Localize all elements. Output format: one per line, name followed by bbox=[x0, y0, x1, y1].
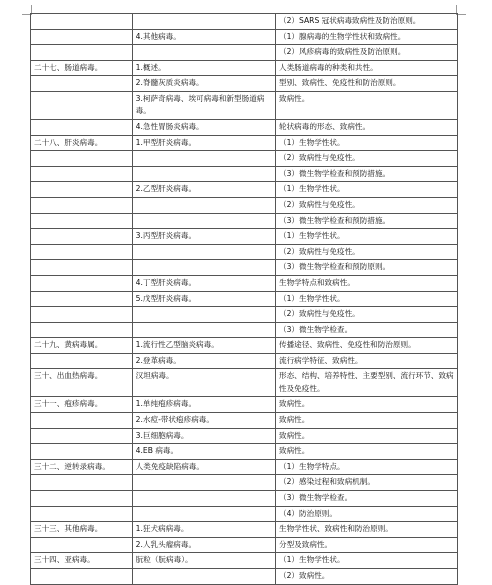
chapter-cell bbox=[31, 537, 133, 553]
table-row bbox=[31, 428, 458, 444]
requirement-cell: 轮状病毒的形态、致病性。 bbox=[276, 119, 458, 135]
requirement-cell: 传播途径、致病性、免疫性和防治原则。 bbox=[276, 338, 458, 354]
requirement-cell: 致病性。 bbox=[276, 413, 458, 429]
chapter-cell bbox=[31, 76, 133, 92]
unit-cell bbox=[132, 260, 275, 276]
chapter-cell bbox=[31, 428, 133, 444]
chapter-cell bbox=[31, 244, 133, 260]
unit-cell: 1.甲型肝炎病毒。 bbox=[132, 135, 275, 151]
chapter-cell bbox=[31, 182, 133, 198]
unit-cell bbox=[132, 45, 275, 61]
table-row bbox=[31, 307, 458, 323]
requirement-cell: （1）生物学性状。 bbox=[276, 229, 458, 245]
chapter-cell: 三十一、疱疹病毒。 bbox=[31, 397, 133, 413]
requirement-cell: 形态、结构、培养特性、主要型别、流行环节、致病性及免疫性。 bbox=[276, 369, 458, 397]
table-row bbox=[31, 444, 458, 460]
unit-cell: 4.其他病毒。 bbox=[132, 29, 275, 45]
table-row bbox=[31, 213, 458, 229]
chapter-cell: 二十七、肠道病毒。 bbox=[31, 60, 133, 76]
unit-cell bbox=[132, 506, 275, 522]
chapter-cell: 三十三、其他病毒。 bbox=[31, 522, 133, 538]
requirement-cell: （1）生物学特点。 bbox=[276, 459, 458, 475]
chapter-cell: 三十二、逆转录病毒。 bbox=[31, 459, 133, 475]
chapter-cell bbox=[31, 29, 133, 45]
unit-cell: 2.脊髓灰质炎病毒。 bbox=[132, 76, 275, 92]
requirement-cell: 型别、致病性、免疫性和防治原则。 bbox=[276, 76, 458, 92]
table-row bbox=[31, 506, 458, 522]
chapter-cell bbox=[31, 475, 133, 491]
requirement-cell: 生物学性状、致病性和防治原则。 bbox=[276, 522, 458, 538]
requirement-cell: （2）风疹病毒的致病性及防治原则。 bbox=[276, 45, 458, 61]
table-row bbox=[31, 275, 458, 291]
chapter-cell bbox=[31, 275, 133, 291]
requirement-cell: （3）微生物学检查。 bbox=[276, 491, 458, 507]
requirement-cell: 致病性。 bbox=[276, 444, 458, 460]
unit-cell: 2.人乳头瘤病毒。 bbox=[132, 537, 275, 553]
requirement-cell: 分型及致病性。 bbox=[276, 537, 458, 553]
chapter-cell bbox=[31, 197, 133, 213]
table-row bbox=[31, 322, 458, 338]
chapter-cell bbox=[31, 322, 133, 338]
requirement-cell: （2）致病性与免疫性。 bbox=[276, 197, 458, 213]
chapter-cell bbox=[31, 353, 133, 369]
chapter-cell bbox=[31, 506, 133, 522]
table-row bbox=[31, 413, 458, 429]
table-row bbox=[31, 166, 458, 182]
table-row bbox=[31, 229, 458, 245]
requirement-cell: （1）生物学性状。 bbox=[276, 291, 458, 307]
chapter-cell bbox=[31, 14, 133, 30]
chapter-cell bbox=[31, 444, 133, 460]
unit-cell bbox=[132, 307, 275, 323]
unit-cell: 2.水痘-带状疱疹病毒。 bbox=[132, 413, 275, 429]
requirement-cell: 生物学特点和致病性。 bbox=[276, 275, 458, 291]
table-row bbox=[31, 569, 458, 585]
chapter-cell bbox=[31, 166, 133, 182]
chapter-cell bbox=[31, 45, 133, 61]
chapter-cell bbox=[31, 307, 133, 323]
unit-cell: 1.概述。 bbox=[132, 60, 275, 76]
unit-cell bbox=[132, 213, 275, 229]
requirement-cell: （2）感染过程和致病机制。 bbox=[276, 475, 458, 491]
requirement-cell: 致病性。 bbox=[276, 397, 458, 413]
unit-cell: 1.狂犬病病毒。 bbox=[132, 522, 275, 538]
unit-cell: 汉坦病毒。 bbox=[132, 369, 275, 397]
table-row bbox=[31, 291, 458, 307]
table-row bbox=[31, 475, 458, 491]
requirement-cell: （1）生物学性状。 bbox=[276, 135, 458, 151]
table-row bbox=[31, 182, 458, 198]
unit-cell bbox=[132, 475, 275, 491]
table-row bbox=[31, 459, 458, 475]
table-row bbox=[31, 60, 458, 76]
requirement-cell: （2）SARS 冠状病毒致病性及防治原则。 bbox=[276, 14, 458, 30]
syllabus-table-body bbox=[31, 14, 458, 585]
table-row bbox=[31, 369, 458, 397]
unit-cell bbox=[132, 491, 275, 507]
table-row bbox=[31, 553, 458, 569]
table-row bbox=[31, 522, 458, 538]
unit-cell: 4.急性胃肠炎病毒。 bbox=[132, 119, 275, 135]
unit-cell bbox=[132, 569, 275, 585]
requirement-cell: 致病性。 bbox=[276, 428, 458, 444]
table-row bbox=[31, 244, 458, 260]
requirement-cell: （4）防治原则。 bbox=[276, 506, 458, 522]
unit-cell: 3.丙型肝炎病毒。 bbox=[132, 229, 275, 245]
unit-cell bbox=[132, 166, 275, 182]
unit-cell bbox=[132, 244, 275, 260]
requirement-cell: （2）致病性与免疫性。 bbox=[276, 307, 458, 323]
table-row bbox=[31, 353, 458, 369]
chapter-cell bbox=[31, 413, 133, 429]
chapter-cell bbox=[31, 491, 133, 507]
requirement-cell: （2）致病性。 bbox=[276, 569, 458, 585]
chapter-cell bbox=[31, 291, 133, 307]
unit-cell: 2.登革病毒。 bbox=[132, 353, 275, 369]
table-row bbox=[31, 76, 458, 92]
unit-cell bbox=[132, 322, 275, 338]
table-row bbox=[31, 91, 458, 119]
requirement-cell: 流行病学特征、致病性。 bbox=[276, 353, 458, 369]
unit-cell bbox=[132, 197, 275, 213]
table-row bbox=[31, 14, 458, 30]
requirement-cell: （3）微生物学检查和预防措施。 bbox=[276, 213, 458, 229]
unit-cell: 人类免疫缺陷病毒。 bbox=[132, 459, 275, 475]
chapter-cell: 二十八、肝炎病毒。 bbox=[31, 135, 133, 151]
table-row bbox=[31, 197, 458, 213]
chapter-cell bbox=[31, 213, 133, 229]
chapter-cell bbox=[31, 151, 133, 167]
requirement-cell: （2）致病性与免疫性。 bbox=[276, 244, 458, 260]
syllabus-table bbox=[30, 13, 458, 585]
unit-cell: 4.EB 病毒。 bbox=[132, 444, 275, 460]
requirement-cell: 致病性。 bbox=[276, 91, 458, 119]
unit-cell: 2.乙型肝炎病毒。 bbox=[132, 182, 275, 198]
table-row bbox=[31, 397, 458, 413]
chapter-cell bbox=[31, 260, 133, 276]
unit-cell: 1.单纯疱疹病毒。 bbox=[132, 397, 275, 413]
table-row bbox=[31, 45, 458, 61]
requirement-cell: （3）微生物学检查和预防原则。 bbox=[276, 260, 458, 276]
unit-cell: 朊粒（朊病毒）。 bbox=[132, 553, 275, 569]
unit-cell: 5.戊型肝炎病毒。 bbox=[132, 291, 275, 307]
table-row bbox=[31, 491, 458, 507]
table-row bbox=[31, 151, 458, 167]
table-row bbox=[31, 119, 458, 135]
requirement-cell: （3）微生物学检查。 bbox=[276, 322, 458, 338]
table-row bbox=[31, 260, 458, 276]
chapter-cell: 三十四、亚病毒。 bbox=[31, 553, 133, 569]
unit-cell: 3.柯萨奇病毒、埃可病毒和新型肠道病毒。 bbox=[132, 91, 275, 119]
requirement-cell: （1）腺病毒的生物学性状和致病性。 bbox=[276, 29, 458, 45]
chapter-cell bbox=[31, 229, 133, 245]
requirement-cell: （3）微生物学检查和预防措施。 bbox=[276, 166, 458, 182]
unit-cell bbox=[132, 14, 275, 30]
table-row bbox=[31, 135, 458, 151]
requirement-cell: （1）生物学性状。 bbox=[276, 553, 458, 569]
unit-cell: 1.流行性乙型脑炎病毒。 bbox=[132, 338, 275, 354]
unit-cell bbox=[132, 151, 275, 167]
unit-cell: 3.巨细胞病毒。 bbox=[132, 428, 275, 444]
requirement-cell: （1）生物学性状。 bbox=[276, 182, 458, 198]
requirement-cell: 人类肠道病毒的种类和共性。 bbox=[276, 60, 458, 76]
unit-cell: 4.丁型肝炎病毒。 bbox=[132, 275, 275, 291]
chapter-cell: 二十九、黄病毒属。 bbox=[31, 338, 133, 354]
chapter-cell bbox=[31, 91, 133, 119]
table-row bbox=[31, 29, 458, 45]
chapter-cell bbox=[31, 569, 133, 585]
chapter-cell: 三十、出血热病毒。 bbox=[31, 369, 133, 397]
table-row bbox=[31, 537, 458, 553]
requirement-cell: （2）致病性与免疫性。 bbox=[276, 151, 458, 167]
chapter-cell bbox=[31, 119, 133, 135]
table-row bbox=[31, 338, 458, 354]
